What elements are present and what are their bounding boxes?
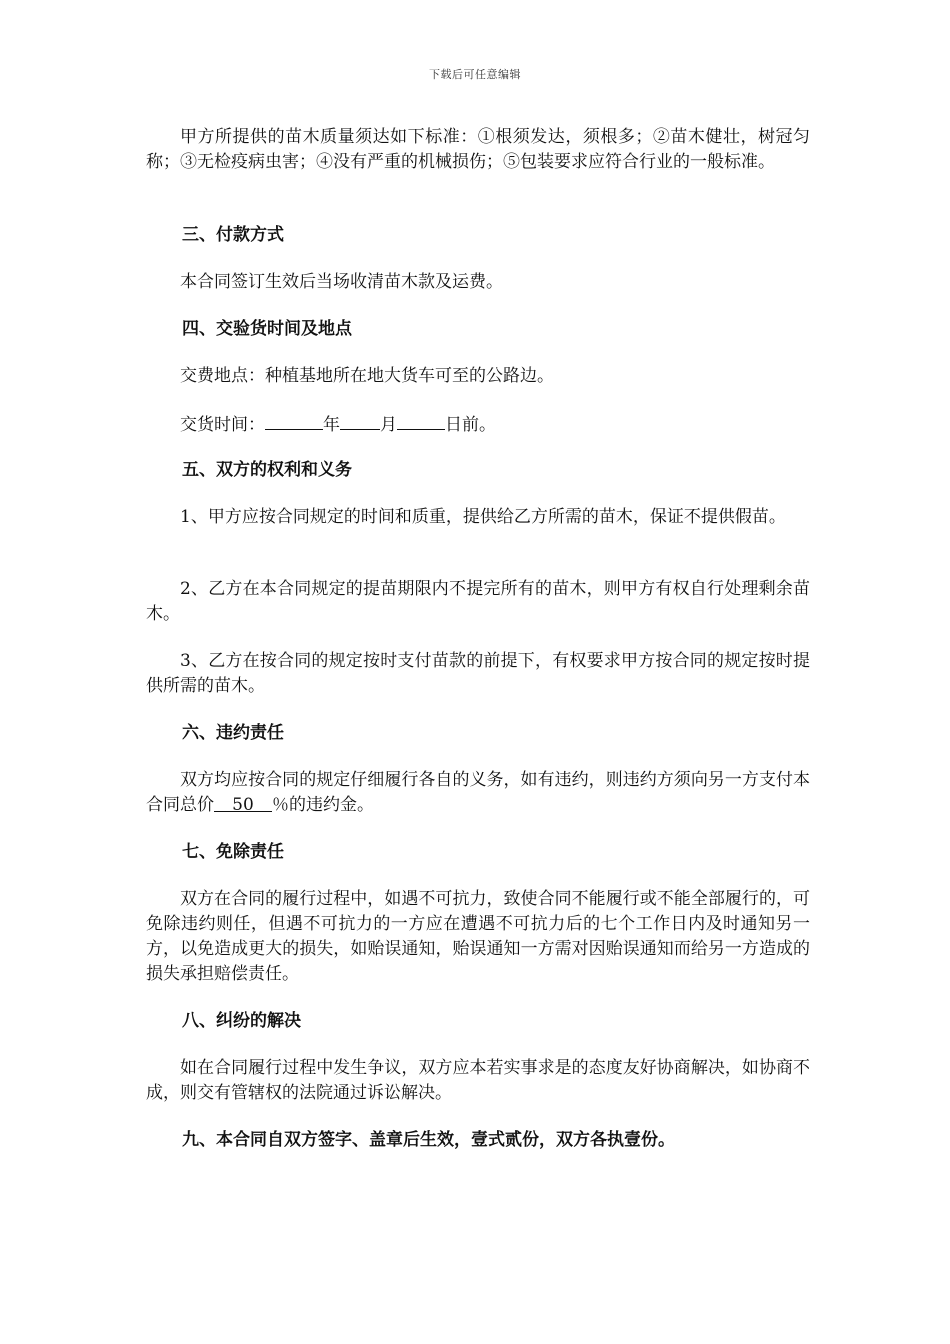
month-label: 月 (380, 415, 397, 435)
month-blank (340, 411, 380, 430)
page-header-note: 下载后可任意编辑 (429, 68, 521, 81)
section-5-item-1: 1、甲方应按合同规定的时间和质重，提供给乙方所需的苗木，保证不提供假苗。 (180, 507, 786, 527)
section-5-item-3: 3、乙方在按合同的规定按时支付苗款的前提下，有权要求甲方按合同的规定按时提供所需的苗木。 (146, 651, 810, 696)
day-label: 日前。 (445, 415, 496, 435)
year-label: 年 (323, 415, 340, 435)
quality-standard-paragraph: 甲方所提供的苗木质量须达如下标准：①根须发达，须根多；②苗木健壮，树冠匀称；③无检疫病虫害；④没有严重的机械损伤；⑤包装要求应符合行业的一般标准。 (146, 127, 810, 172)
time-label: 交货时间： (180, 415, 265, 435)
penalty-percent-value: 50 (214, 793, 272, 812)
section-7-paragraph: 双方在合同的履行过程中，如遇不可抗力，致使合同不能履行或不能全部履行的，可免除违约则任，但遇不可抗力的一方应在遭遇不可抗力后的七个工作日内及时通知另一方，以免造成更大的损失，如贻误通知，贻误通知一方需对因贻误通知而给另一方造成的损失承担赔偿责任。 (146, 889, 810, 984)
penalty-text-end: ％的违约金。 (272, 795, 374, 815)
section-8-paragraph: 如在合同履行过程中发生争议，双方应本若实事求是的态度友好协商解决，如协商不成，则交有管辖权的法院通过诉讼解决。 (146, 1058, 810, 1103)
section-3-heading: 三、付款方式 (182, 225, 284, 245)
section-3-paragraph: 本合同签订生效后当场收清苗木款及运费。 (180, 272, 503, 292)
penalty-text-start: 双方均应按合同的规定仔细履行各自的义务，如有违约，则违约方须向另一方支付本合同总价 (146, 770, 810, 815)
section-9-heading: 九、本合同自双方签字、盖章后生效，壹式贰份，双方各执壹份。 (182, 1130, 675, 1150)
section-8-heading: 八、纠纷的解决 (182, 1011, 301, 1031)
section-7-heading: 七、免除责任 (182, 842, 284, 862)
section-5-item-2: 2、乙方在本合同规定的提苗期限内不提完所有的苗木，则甲方有权自行处理剩余苗木。 (146, 579, 810, 624)
section-6-paragraph (146, 768, 810, 818)
day-blank (397, 411, 445, 430)
section-5-heading: 五、双方的权利和义务 (182, 460, 352, 480)
section-4-time (146, 411, 810, 438)
section-4-heading: 四、交验货时间及地点 (182, 319, 352, 339)
section-6-heading: 六、违约责任 (182, 723, 284, 743)
year-blank (265, 411, 323, 430)
section-4-place: 交费地点：种植基地所在地大货车可至的公路边。 (180, 366, 554, 386)
